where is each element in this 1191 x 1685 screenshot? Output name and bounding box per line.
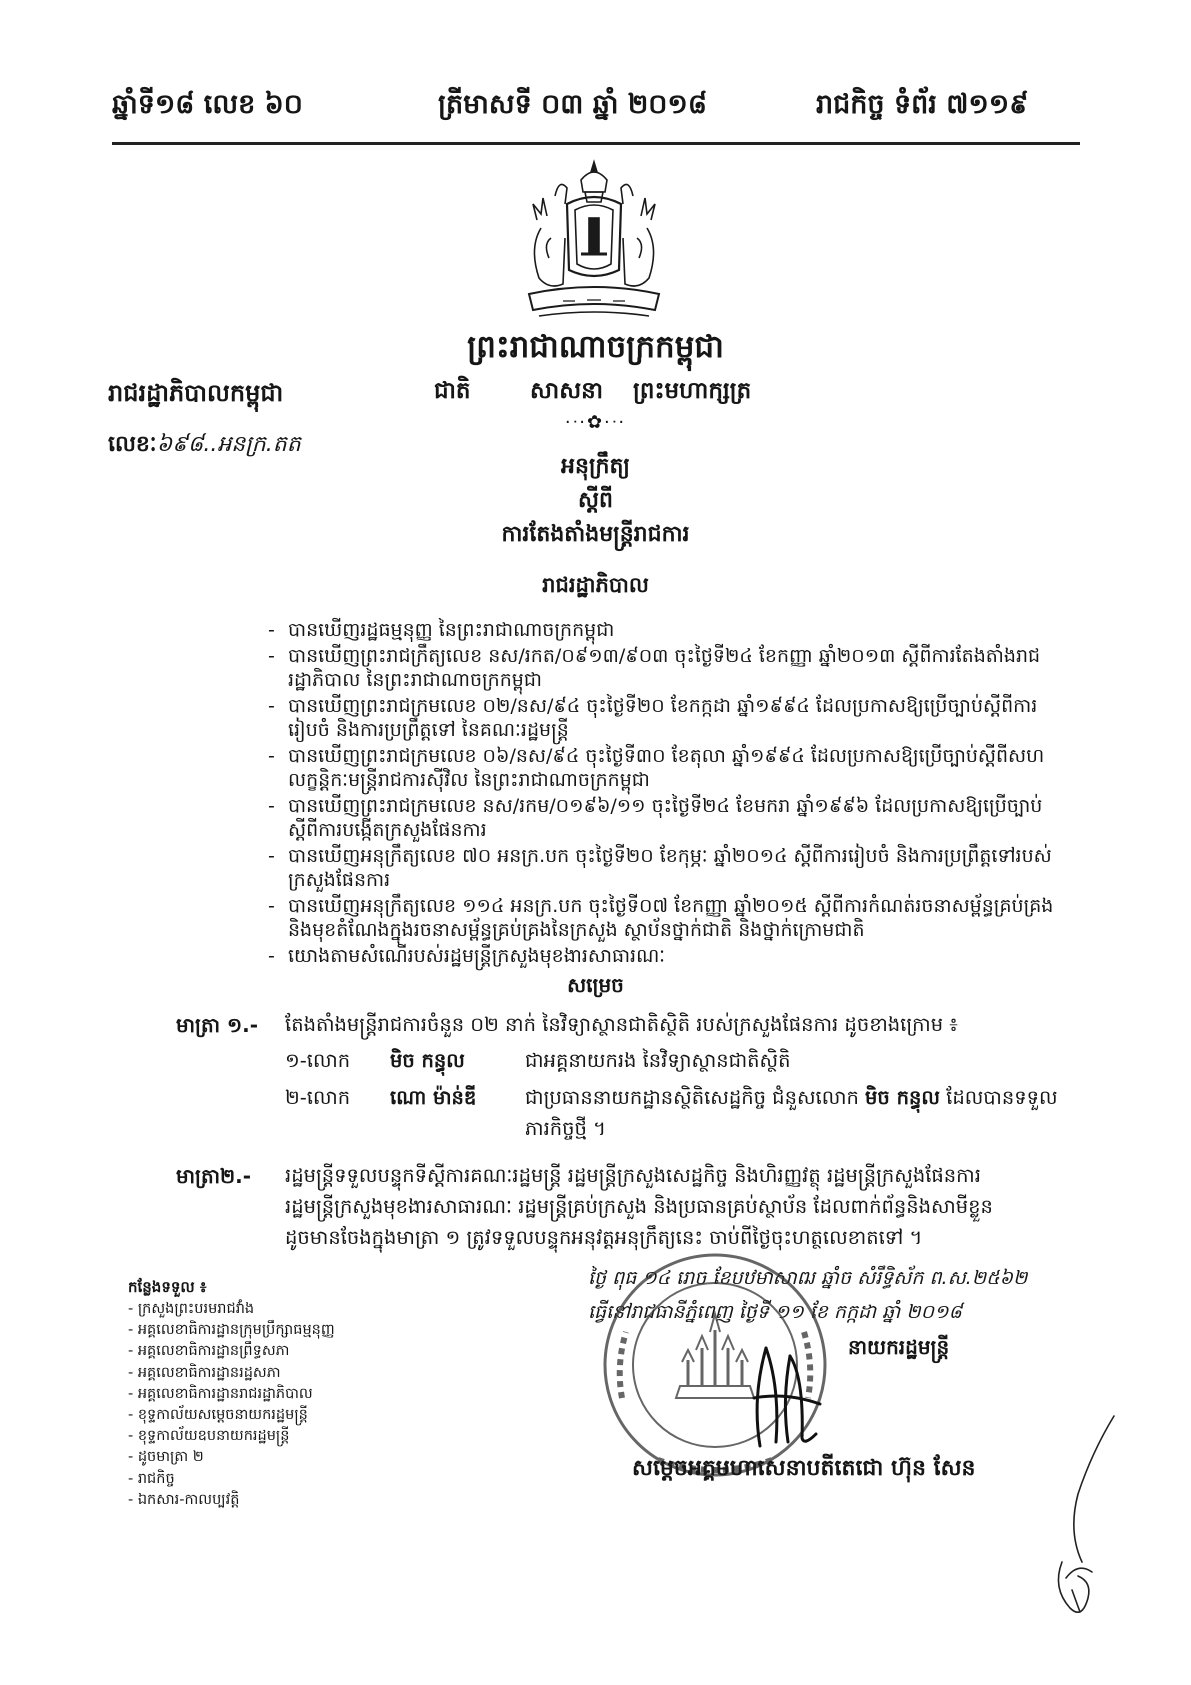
motto-ornament: ·ᐧ·✿·ᐧ· xyxy=(564,412,627,433)
recipient-item: - ខុទ្ទកាល័យសម្តេចនាយករដ្ឋមន្ត្រី xyxy=(128,1405,335,1426)
article-2-line-2: រដ្ឋមន្ត្រីក្រសួងមុខងារសាធារណៈ រដ្ឋមន្ត្រីគ្រប់ក្រសួង និងប្រធានគ្រប់ស្ថាប័ន ដែលពាក់ព័ន្ធនិងសាមីខ្លួន xyxy=(285,1195,993,1218)
issuer-name: រាជរដ្ឋាភិបាលកម្ពុជា xyxy=(108,379,284,407)
document-number-label: លេខៈ xyxy=(108,432,157,457)
appointee-1-role: ជាអគ្គនាយករង នៃវិទ្យាស្ថានជាតិស្ថិតិ xyxy=(525,1049,791,1072)
article-2-label: មាត្រា២.- xyxy=(176,1164,252,1188)
recipient-item: - អគ្គលេខាធិការដ្ឋានក្រុមប្រឹក្សាធម្មនុញ្ញ xyxy=(128,1320,335,1341)
recipient-item: - ខុទ្ទកាល័យឧបនាយករដ្ឋមន្ត្រី xyxy=(128,1426,335,1447)
preamble-item: - បានឃើញព្រះរាជក្រមលេខ នស/រកម/០១៩៦/១១ ចុះថ្ងៃទី២៤ ខែមករា ឆ្នាំ១៩៩៦ ដែលប្រកាសឱ្យប្រើច្បាប់ ស្តីពីការបង្កើតក្រសួងផែនការ xyxy=(268,794,1058,843)
recipient-item: - ឯកសារ-កាលប្បវត្តិ xyxy=(128,1490,335,1511)
recipient-item: - អគ្គលេខាធិការដ្ឋានព្រឹទ្ធសភា xyxy=(128,1341,335,1362)
document-about: ស្តីពី xyxy=(578,488,613,513)
recipients-heading: កន្លែងទទួល ៖ xyxy=(128,1278,207,1296)
signatory-title: នាយករដ្ឋមន្ត្រី xyxy=(848,1335,950,1359)
article-1-label: មាត្រា ១.- xyxy=(176,1013,259,1037)
preamble-item: - បានឃើញរដ្ឋធម្មនុញ្ញ នៃព្រះរាជាណាចក្រកម្ពុជា xyxy=(268,618,1058,643)
recipient-item: - ដូចមាត្រា ២ xyxy=(128,1447,335,1468)
article-2-line-1: រដ្ឋមន្ត្រីទទួលបន្ទុកទីស្តីការគណៈរដ្ឋមន្ត្រី រដ្ឋមន្ត្រីក្រសួងសេដ្ឋកិច្ច និងហិរញ្ញវត្ថុ រដ្ឋមន្ត្រីក្រសួងផែនការ xyxy=(285,1164,981,1187)
signatory-name: សម្តេចអគ្គមហាសេនាបតីតេជោ ហ៊ុន សែន xyxy=(632,1456,976,1481)
initial-mark-icon xyxy=(1022,1412,1122,1624)
preamble-item: - បានឃើញព្រះរាជក្រមលេខ ០៦/នស/៩៤ ចុះថ្ងៃទី៣០ ខែតុលា ឆ្នាំ១៩៩៤ ដែលប្រកាសឱ្យប្រើច្បាប់ស្តីពីសហលក្ខន្តិកៈមន្ត្រីរាជការស៊ីវិល នៃព្រះរាជាណាចក្រកម្ពុជា xyxy=(268,744,1058,793)
kingdom-name: ព្រះរាជាណាចក្រកម្ពុជា xyxy=(467,329,724,365)
appointee-2-predecessor: មិច កន្ធុល xyxy=(865,1086,940,1109)
appointee-2-role xyxy=(525,1085,1085,1111)
place-and-date: ធ្វើនៅរាជធានីភ្នំពេញ ថ្ងៃទី ១១ ខែ កក្កដា ឆ្នាំ ២០១៨ xyxy=(588,1301,962,1323)
preamble-item: - បានឃើញព្រះរាជក្រមលេខ ០២/នស/៩៤ ចុះថ្ងៃទី២០ ខែកក្កដា ឆ្នាំ១៩៩៤ ដែលប្រកាសឱ្យប្រើច្បាប់ស្តីពីការរៀបចំ និងការប្រព្រឹត្តទៅ នៃគណៈរដ្ឋមន្ត្រី xyxy=(268,694,1058,743)
preamble-item: - បានឃើញអនុក្រឹត្យលេខ ៧០ អនក្រ.បក ចុះថ្ងៃទី២០ ខែកុម្ភៈ ឆ្នាំ២០១៤ ស្តីពីការរៀបចំ និងការប្រព្រឹត្តទៅរបស់ក្រសួងផែនការ xyxy=(268,844,1058,893)
preamble-item: - បានឃើញអនុក្រឹត្យលេខ ១១៤ អនក្រ.បក ចុះថ្ងៃទី០៧ ខែកញ្ញា ឆ្នាំ២០១៥ ស្តីពីការកំណត់រចនាសម្ព័ន្ធគ្រប់គ្រង និងមុខតំណែងក្នុងរចនាសម្ព័ន្ធគ្រប់គ្រងនៃក្រសួង ស្ថាប័នថ្នាក់ជាតិ និងថ្នាក់ក្រោមជាតិ xyxy=(268,894,1058,943)
appointee-2-prefix: ២-លោក xyxy=(285,1086,351,1109)
document-number-value: ៦៩៨..អនក្រ.តត xyxy=(156,432,301,457)
royal-coat-of-arms-icon xyxy=(519,158,669,330)
motto-king: ព្រះមហាក្សត្រ xyxy=(633,378,752,404)
appointee-2-role-tail: ដែលបានទទួល xyxy=(946,1086,1058,1109)
recipient-item: - អគ្គលេខាធិការដ្ឋានរាជរដ្ឋាភិបាល xyxy=(128,1384,335,1405)
recipient-item: - អគ្គលេខាធិការដ្ឋានរដ្ឋសភា xyxy=(128,1363,335,1384)
recipient-item: - រាជកិច្ច xyxy=(128,1469,335,1490)
document-type: អនុក្រឹត្យ xyxy=(561,454,630,479)
article-1-text: តែងតាំងមន្ត្រីរាជការចំនួន ០២ នាក់ នៃវិទ្យាស្ថានជាតិស្ថិតិ របស់ក្រសួងផែនការ ដូចខាងក្រោម ៖ xyxy=(285,1013,958,1036)
handwritten-signature-icon xyxy=(746,1338,826,1453)
lunar-date: ថ្ងៃ ពុធ ១៤ រោច ខែបឋមាសាឍ ឆ្នាំច សំរឹទ្ធិស័ក ព.ស.២៥៦២ xyxy=(588,1267,1028,1289)
decision-heading: សម្រេច xyxy=(567,973,624,997)
appointee-2-role-line2: ភារកិច្ចថ្មី ។ xyxy=(525,1117,606,1140)
document-subject: ការតែងតាំងមន្ត្រីរាជការ xyxy=(501,522,690,547)
preamble-item: - បានឃើញព្រះរាជក្រឹត្យលេខ នស/រកត/០៩១៣/៩០៣ ចុះថ្ងៃទី២៤ ខែកញ្ញា ឆ្នាំ២០១៣ ស្តីពីការតែងតាំងរាជរដ្ឋាភិបាល នៃព្រះរាជាណាចក្រកម្ពុជា xyxy=(268,644,1058,693)
header-rule xyxy=(112,142,1080,145)
appointee-2-role-text: ជាប្រធាននាយកដ្ឋានស្ថិតិសេដ្ឋកិច្ច ជំនួសលោក xyxy=(525,1086,859,1109)
preamble-list xyxy=(268,618,1058,969)
gazette-year-issue: ឆ្នាំទី១៨ លេខ ៦០ xyxy=(112,89,303,120)
preamble-item: - យោងតាមសំណើរបស់រដ្ឋមន្ត្រីក្រសួងមុខងារសាធារណៈ xyxy=(268,944,1058,969)
issuing-authority: រាជរដ្ឋាភិបាល xyxy=(542,573,649,597)
appointee-2-name: ណោ ម៉ាន់ឌី xyxy=(390,1086,477,1109)
appointee-1-name: មិច កន្ធុល xyxy=(390,1049,465,1072)
motto-nation: ជាតិ xyxy=(434,378,471,404)
gazette-quarter: ត្រីមាសទី ០៣ ឆ្នាំ ២០១៨ xyxy=(438,89,707,120)
appointee-1-prefix: ១-លោក xyxy=(285,1049,351,1072)
recipient-item: - ក្រសួងព្រះបរមរាជវាំង xyxy=(128,1299,335,1320)
recipients-list xyxy=(128,1299,335,1511)
motto-religion: សាសនា xyxy=(530,378,603,404)
article-2-line-3: ដូចមានចែងក្នុងមាត្រា ១ ត្រូវទទួលបន្ទុកអនុវត្តអនុក្រឹត្យនេះ ចាប់ពីថ្ងៃចុះហត្ថលេខាតទៅ ។ xyxy=(285,1226,923,1249)
gazette-page-number: រាជកិច្ច ទំព័រ ៧១១៩ xyxy=(816,89,1029,120)
